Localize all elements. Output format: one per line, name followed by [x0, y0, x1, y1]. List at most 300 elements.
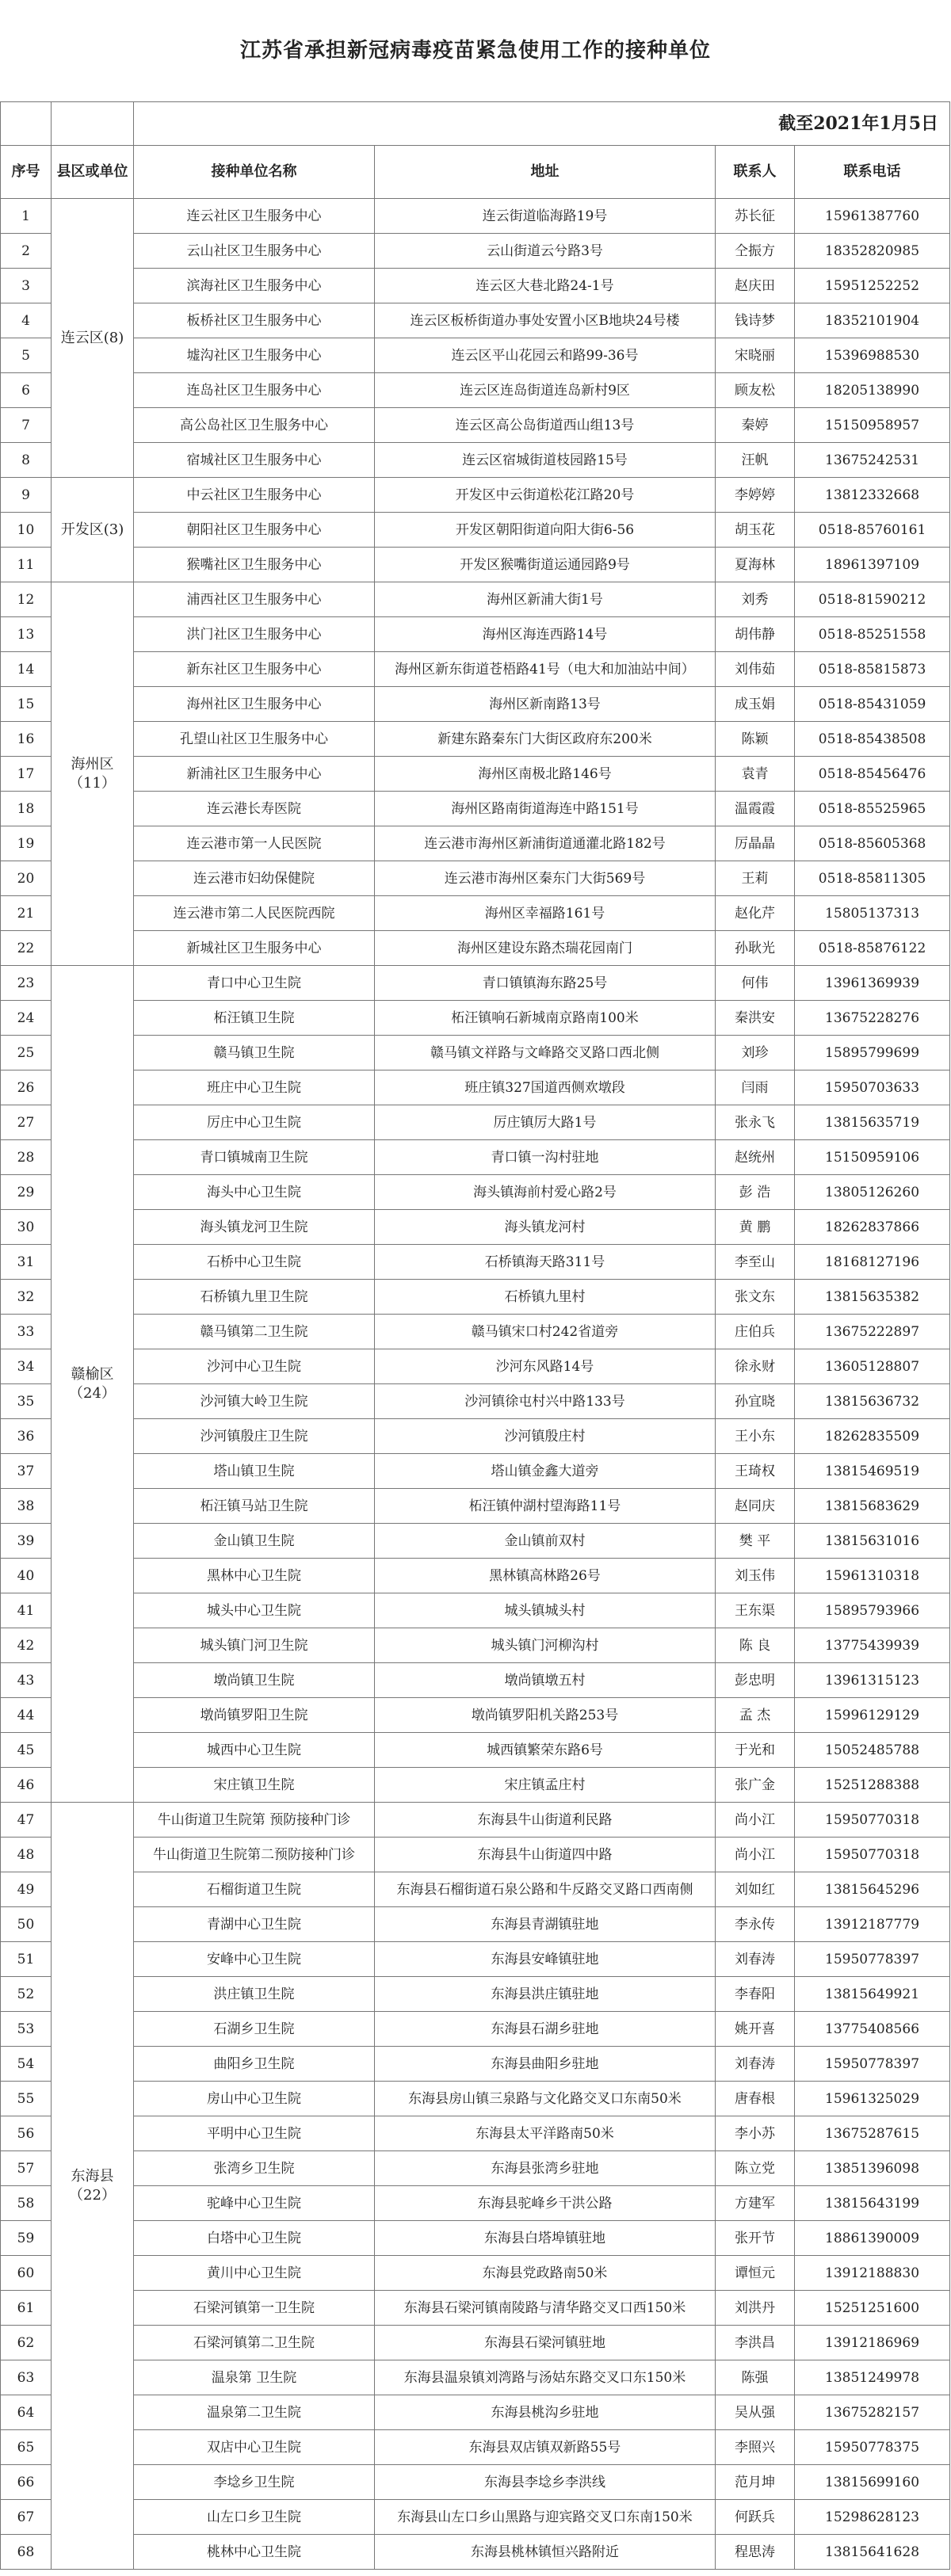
row-number: 58	[1, 2186, 52, 2221]
unit-name: 双店中心卫生院	[134, 2430, 375, 2465]
table-row	[1, 1733, 950, 1768]
row-number: 12	[1, 582, 52, 617]
row-number: 33	[1, 1315, 52, 1349]
contact-person: 王小东	[716, 1419, 795, 1454]
table-row	[1, 2291, 950, 2326]
contact-person: 谭恒元	[716, 2256, 795, 2291]
table-row	[1, 1872, 950, 1907]
address: 东海县房山镇三泉路与文化路交叉口东南50米	[375, 2082, 716, 2116]
contact-person: 孙宜晓	[716, 1384, 795, 1419]
address: 东海县白塔埠镇驻地	[375, 2221, 716, 2256]
phone-number: 13815643199	[795, 2186, 950, 2221]
address: 新建东路秦东门大街区政府东200米	[375, 722, 716, 757]
date-row	[1, 102, 950, 146]
row-number: 27	[1, 1105, 52, 1140]
row-number: 37	[1, 1454, 52, 1489]
blank-cell	[1, 102, 52, 146]
unit-name: 张湾乡卫生院	[134, 2151, 375, 2186]
address: 东海县石梁河镇驻地	[375, 2326, 716, 2360]
row-number: 52	[1, 1977, 52, 2012]
phone-number: 0518-85251558	[795, 617, 950, 652]
table-row	[1, 861, 950, 896]
phone-number: 18961397109	[795, 548, 950, 582]
address: 连云区高公岛街道西山组13号	[375, 408, 716, 443]
address: 海州区南极北路146号	[375, 757, 716, 792]
unit-name: 墟沟社区卫生服务中心	[134, 338, 375, 373]
address: 东海县曲阳乡驻地	[375, 2047, 716, 2082]
row-number: 34	[1, 1349, 52, 1384]
phone-number: 0518-85438508	[795, 722, 950, 757]
unit-name: 曲阳乡卫生院	[134, 2047, 375, 2082]
address: 宋庄镇孟庄村	[375, 1768, 716, 1803]
phone-number: 0518-85605368	[795, 826, 950, 861]
row-number: 8	[1, 443, 52, 478]
table-row	[1, 931, 950, 966]
table-row	[1, 2221, 950, 2256]
unit-name: 连岛社区卫生服务中心	[134, 373, 375, 408]
table-row	[1, 1524, 950, 1559]
phone-number: 18352820985	[795, 234, 950, 269]
phone-number: 15950778375	[795, 2430, 950, 2465]
phone-number: 15951252252	[795, 269, 950, 303]
table-row	[1, 1349, 950, 1384]
unit-name: 石梁河镇第二卫生院	[134, 2326, 375, 2360]
contact-person: 黄 鹏	[716, 1210, 795, 1245]
phone-number: 15251251600	[795, 2291, 950, 2326]
row-number: 21	[1, 896, 52, 931]
phone-number: 15950778397	[795, 1942, 950, 1977]
unit-name: 浦西社区卫生服务中心	[134, 582, 375, 617]
address: 城头镇门河柳沟村	[375, 1628, 716, 1663]
table-row	[1, 1663, 950, 1698]
unit-name: 宿城社区卫生服务中心	[134, 443, 375, 478]
contact-person: 李小苏	[716, 2116, 795, 2151]
address: 开发区猴嘴街道运通园路9号	[375, 548, 716, 582]
address: 连云区平山花园云和路99-36号	[375, 338, 716, 373]
contact-person: 赵同庆	[716, 1489, 795, 1524]
row-number: 17	[1, 757, 52, 792]
table-row	[1, 1419, 950, 1454]
header-phone: 联系电话	[795, 146, 950, 199]
phone-number: 15052485788	[795, 1733, 950, 1768]
contact-person: 尚小江	[716, 1803, 795, 1838]
table-row	[1, 2535, 950, 2570]
contact-person: 刘洪丹	[716, 2291, 795, 2326]
contact-person: 庄伯兵	[716, 1315, 795, 1349]
unit-name: 牛山街道卫生院第 预防接种门诊	[134, 1803, 375, 1838]
phone-number: 15396988530	[795, 338, 950, 373]
row-number: 44	[1, 1698, 52, 1733]
contact-person: 李婷婷	[716, 478, 795, 513]
table-row	[1, 582, 950, 617]
contact-person: 刘春涛	[716, 2047, 795, 2082]
contact-person: 于光和	[716, 1733, 795, 1768]
row-number: 22	[1, 931, 52, 966]
table-row	[1, 722, 950, 757]
address: 赣马镇宋口村242省道旁	[375, 1315, 716, 1349]
row-number: 59	[1, 2221, 52, 2256]
unit-name: 厉庄中心卫生院	[134, 1105, 375, 1140]
contact-person: 赵化芹	[716, 896, 795, 931]
table-row	[1, 792, 950, 826]
header-row	[1, 146, 950, 199]
contact-person: 孙耿光	[716, 931, 795, 966]
table-row	[1, 1001, 950, 1036]
contact-person: 陈 良	[716, 1628, 795, 1663]
address: 赣马镇文祥路与文峰路交叉路口西北侧	[375, 1036, 716, 1070]
contact-person: 李春阳	[716, 1977, 795, 2012]
contact-person: 刘珍	[716, 1036, 795, 1070]
row-number: 61	[1, 2291, 52, 2326]
unit-name: 青湖中心卫生院	[134, 1907, 375, 1942]
phone-number: 15950778397	[795, 2047, 950, 2082]
address: 石桥镇海天路311号	[375, 1245, 716, 1280]
unit-name: 黑林中心卫生院	[134, 1559, 375, 1593]
address: 塔山镇金鑫大道旁	[375, 1454, 716, 1489]
contact-person: 王莉	[716, 861, 795, 896]
table-body	[1, 199, 950, 2570]
phone-number: 15251288388	[795, 1768, 950, 1803]
contact-person: 苏长征	[716, 199, 795, 234]
table-row	[1, 1942, 950, 1977]
address: 沙河东风路14号	[375, 1349, 716, 1384]
unit-name: 连云港市第二人民医院西院	[134, 896, 375, 931]
contact-person: 刘春涛	[716, 1942, 795, 1977]
unit-name: 赣马镇第二卫生院	[134, 1315, 375, 1349]
address: 连云区板桥街道办事处安置小区B地块24号楼	[375, 303, 716, 338]
table-row	[1, 234, 950, 269]
phone-number: 13851396098	[795, 2151, 950, 2186]
table-row	[1, 2151, 950, 2186]
unit-name: 孔望山社区卫生服务中心	[134, 722, 375, 757]
row-number: 46	[1, 1768, 52, 1803]
address: 海州区幸福路161号	[375, 896, 716, 931]
contact-person: 温霞霞	[716, 792, 795, 826]
address: 海州区建设东路杰瑞花园南门	[375, 931, 716, 966]
unit-name: 连云港市第一人民医院	[134, 826, 375, 861]
row-number: 10	[1, 513, 52, 548]
phone-number: 13775408566	[795, 2012, 950, 2047]
vaccination-units-table	[0, 101, 950, 2570]
phone-number: 0518-85876122	[795, 931, 950, 966]
unit-name: 滨海社区卫生服务中心	[134, 269, 375, 303]
district-cell: 连云区(8)	[52, 199, 134, 478]
address: 东海县李埝乡李洪线	[375, 2465, 716, 2500]
unit-name: 石湖乡卫生院	[134, 2012, 375, 2047]
phone-number: 15150958957	[795, 408, 950, 443]
contact-person: 李洪昌	[716, 2326, 795, 2360]
table-row	[1, 408, 950, 443]
table-row	[1, 478, 950, 513]
contact-person: 何跃兵	[716, 2500, 795, 2535]
unit-name: 连云社区卫生服务中心	[134, 199, 375, 234]
table-row	[1, 1105, 950, 1140]
unit-name: 城头镇门河卫生院	[134, 1628, 375, 1663]
phone-number: 13815635719	[795, 1105, 950, 1140]
table-row	[1, 1628, 950, 1663]
phone-number: 15950703633	[795, 1070, 950, 1105]
contact-person: 秦洪安	[716, 1001, 795, 1036]
row-number: 2	[1, 234, 52, 269]
table-row	[1, 303, 950, 338]
table-row	[1, 1803, 950, 1838]
table-row	[1, 652, 950, 687]
contact-person: 徐永财	[716, 1349, 795, 1384]
table-row	[1, 199, 950, 234]
phone-number: 15805137313	[795, 896, 950, 931]
unit-name: 房山中心卫生院	[134, 2082, 375, 2116]
row-number: 16	[1, 722, 52, 757]
contact-person: 彭 浩	[716, 1175, 795, 1210]
contact-person: 张文东	[716, 1280, 795, 1315]
phone-number: 13815683629	[795, 1489, 950, 1524]
table-row	[1, 966, 950, 1001]
table-row	[1, 1245, 950, 1280]
row-number: 24	[1, 1001, 52, 1036]
phone-number: 0518-85811305	[795, 861, 950, 896]
phone-number: 18262835509	[795, 1419, 950, 1454]
header-contact: 联系人	[716, 146, 795, 199]
phone-number: 18205138990	[795, 373, 950, 408]
contact-person: 陈立党	[716, 2151, 795, 2186]
address: 东海县石梁河镇南陵路与清华路交叉口西150米	[375, 2291, 716, 2326]
table-row	[1, 617, 950, 652]
unit-name: 青口中心卫生院	[134, 966, 375, 1001]
row-number: 5	[1, 338, 52, 373]
contact-person: 张开节	[716, 2221, 795, 2256]
unit-name: 青口镇城南卫生院	[134, 1140, 375, 1175]
district-cell: 赣榆区 （24）	[52, 966, 134, 1803]
table-row	[1, 1140, 950, 1175]
unit-name: 石桥中心卫生院	[134, 1245, 375, 1280]
table-row	[1, 1384, 950, 1419]
unit-name: 猴嘴社区卫生服务中心	[134, 548, 375, 582]
address: 黑林镇高林路26号	[375, 1559, 716, 1593]
table-row	[1, 1315, 950, 1349]
row-number: 63	[1, 2360, 52, 2395]
phone-number: 0518-85760161	[795, 513, 950, 548]
phone-number: 15961325029	[795, 2082, 950, 2116]
row-number: 20	[1, 861, 52, 896]
row-number: 6	[1, 373, 52, 408]
row-number: 32	[1, 1280, 52, 1315]
address: 连云区连岛街道连岛新村9区	[375, 373, 716, 408]
unit-name: 海州社区卫生服务中心	[134, 687, 375, 722]
address: 开发区中云街道松花江路20号	[375, 478, 716, 513]
phone-number: 15895793966	[795, 1593, 950, 1628]
table-row	[1, 269, 950, 303]
unit-name: 沙河镇大岭卫生院	[134, 1384, 375, 1419]
contact-person: 陈颖	[716, 722, 795, 757]
contact-person: 刘伟茹	[716, 652, 795, 687]
address: 东海县温泉镇刘湾路与汤姑东路交叉口东150米	[375, 2360, 716, 2395]
unit-name: 洪门社区卫生服务中心	[134, 617, 375, 652]
unit-name: 宋庄镇卫生院	[134, 1768, 375, 1803]
row-number: 36	[1, 1419, 52, 1454]
table-row	[1, 2116, 950, 2151]
contact-person: 仝振方	[716, 234, 795, 269]
address: 沙河镇殷庄村	[375, 1419, 716, 1454]
address: 海州区新南路13号	[375, 687, 716, 722]
unit-name: 墩尚镇卫生院	[134, 1663, 375, 1698]
row-number: 51	[1, 1942, 52, 1977]
unit-name: 李埝乡卫生院	[134, 2465, 375, 2500]
header-unit: 接种单位名称	[134, 146, 375, 199]
address: 开发区朝阳街道向阳大街6-56	[375, 513, 716, 548]
address: 青口镇镇海东路25号	[375, 966, 716, 1001]
address: 墩尚镇墩五村	[375, 1663, 716, 1698]
contact-person: 李照兴	[716, 2430, 795, 2465]
row-number: 1	[1, 199, 52, 234]
phone-number: 13815649921	[795, 1977, 950, 2012]
table-row	[1, 2012, 950, 2047]
row-number: 14	[1, 652, 52, 687]
header-address: 地址	[375, 146, 716, 199]
phone-number: 13815636732	[795, 1384, 950, 1419]
contact-person: 吴从强	[716, 2395, 795, 2430]
unit-name: 云山社区卫生服务中心	[134, 234, 375, 269]
unit-name: 海头中心卫生院	[134, 1175, 375, 1210]
unit-name: 温泉第 卫生院	[134, 2360, 375, 2395]
row-number: 29	[1, 1175, 52, 1210]
phone-number: 13675222897	[795, 1315, 950, 1349]
phone-number: 18262837866	[795, 1210, 950, 1245]
address: 金山镇前双村	[375, 1524, 716, 1559]
phone-number: 13675282157	[795, 2395, 950, 2430]
contact-person: 陈强	[716, 2360, 795, 2395]
unit-name: 连云港长寿医院	[134, 792, 375, 826]
address: 沙河镇徐屯村兴中路133号	[375, 1384, 716, 1419]
row-number: 26	[1, 1070, 52, 1105]
table-row	[1, 1454, 950, 1489]
table-row	[1, 896, 950, 931]
row-number: 60	[1, 2256, 52, 2291]
unit-name: 新东社区卫生服务中心	[134, 652, 375, 687]
row-number: 65	[1, 2430, 52, 2465]
address: 连云街道临海路19号	[375, 199, 716, 234]
contact-person: 张永飞	[716, 1105, 795, 1140]
address: 东海县驼峰乡干洪公路	[375, 2186, 716, 2221]
unit-name: 驼峰中心卫生院	[134, 2186, 375, 2221]
row-number: 31	[1, 1245, 52, 1280]
unit-name: 安峰中心卫生院	[134, 1942, 375, 1977]
address: 城头镇城头村	[375, 1593, 716, 1628]
row-number: 43	[1, 1663, 52, 1698]
contact-person: 赵庆田	[716, 269, 795, 303]
table-row	[1, 1489, 950, 1524]
contact-person: 刘秀	[716, 582, 795, 617]
phone-number: 15950770318	[795, 1838, 950, 1872]
phone-number: 13812332668	[795, 478, 950, 513]
phone-number: 15961310318	[795, 1559, 950, 1593]
row-number: 7	[1, 408, 52, 443]
row-number: 55	[1, 2082, 52, 2116]
district-cell: 东海县 （22）	[52, 1803, 134, 2570]
row-number: 45	[1, 1733, 52, 1768]
phone-number: 13912186969	[795, 2326, 950, 2360]
unit-name: 洪庄镇卫生院	[134, 1977, 375, 2012]
phone-number: 0518-85525965	[795, 792, 950, 826]
address: 东海县山左口乡山黑路与迎宾路交叉口东南150米	[375, 2500, 716, 2535]
contact-person: 钱诗梦	[716, 303, 795, 338]
address: 东海县牛山街道利民路	[375, 1803, 716, 1838]
table-row	[1, 1593, 950, 1628]
blank-cell	[52, 102, 134, 146]
address: 海头镇海前村爱心路2号	[375, 1175, 716, 1210]
date-note: 截至2021年1月5日	[134, 102, 950, 146]
address: 东海县党政路南50米	[375, 2256, 716, 2291]
row-number: 11	[1, 548, 52, 582]
address: 东海县洪庄镇驻地	[375, 1977, 716, 2012]
row-number: 42	[1, 1628, 52, 1663]
address: 柘汪镇仲湖村望海路11号	[375, 1489, 716, 1524]
table-row	[1, 338, 950, 373]
unit-name: 城头中心卫生院	[134, 1593, 375, 1628]
contact-person: 赵统州	[716, 1140, 795, 1175]
row-number: 57	[1, 2151, 52, 2186]
phone-number: 13675228276	[795, 1001, 950, 1036]
phone-number: 15996129129	[795, 1698, 950, 1733]
unit-name: 石榴街道卫生院	[134, 1872, 375, 1907]
row-number: 39	[1, 1524, 52, 1559]
table-row	[1, 1210, 950, 1245]
phone-number: 13815645296	[795, 1872, 950, 1907]
contact-person: 方建军	[716, 2186, 795, 2221]
table-row	[1, 548, 950, 582]
address: 海头镇龙河村	[375, 1210, 716, 1245]
contact-person: 刘如红	[716, 1872, 795, 1907]
contact-person: 胡玉花	[716, 513, 795, 548]
address: 海州区新浦大街1号	[375, 582, 716, 617]
address: 连云港市海州区秦东门大街569号	[375, 861, 716, 896]
address: 东海县太平洋路南50米	[375, 2116, 716, 2151]
unit-name: 柘汪镇马站卫生院	[134, 1489, 375, 1524]
address: 连云港市海州区新浦街道通灌北路182号	[375, 826, 716, 861]
row-number: 49	[1, 1872, 52, 1907]
row-number: 38	[1, 1489, 52, 1524]
phone-number: 13815699160	[795, 2465, 950, 2500]
table-row	[1, 1036, 950, 1070]
phone-number: 15298628123	[795, 2500, 950, 2535]
row-number: 67	[1, 2500, 52, 2535]
contact-person: 顾友松	[716, 373, 795, 408]
row-number: 41	[1, 1593, 52, 1628]
phone-number: 15150959106	[795, 1140, 950, 1175]
contact-person: 彭忠明	[716, 1663, 795, 1698]
row-number: 64	[1, 2395, 52, 2430]
phone-number: 13675287615	[795, 2116, 950, 2151]
unit-name: 塔山镇卫生院	[134, 1454, 375, 1489]
row-number: 18	[1, 792, 52, 826]
table-row	[1, 443, 950, 478]
row-number: 50	[1, 1907, 52, 1942]
unit-name: 海头镇龙河卫生院	[134, 1210, 375, 1245]
unit-name: 板桥社区卫生服务中心	[134, 303, 375, 338]
address: 东海县青湖镇驻地	[375, 1907, 716, 1942]
unit-name: 桃林中心卫生院	[134, 2535, 375, 2570]
table-row	[1, 2256, 950, 2291]
row-number: 62	[1, 2326, 52, 2360]
contact-person: 厉晶晶	[716, 826, 795, 861]
phone-number: 0518-85456476	[795, 757, 950, 792]
contact-person: 王琦权	[716, 1454, 795, 1489]
unit-name: 班庄中心卫生院	[134, 1070, 375, 1105]
unit-name: 墩尚镇罗阳卫生院	[134, 1698, 375, 1733]
address: 海州区海连西路14号	[375, 617, 716, 652]
contact-person: 成玉娟	[716, 687, 795, 722]
row-number: 13	[1, 617, 52, 652]
row-number: 3	[1, 269, 52, 303]
